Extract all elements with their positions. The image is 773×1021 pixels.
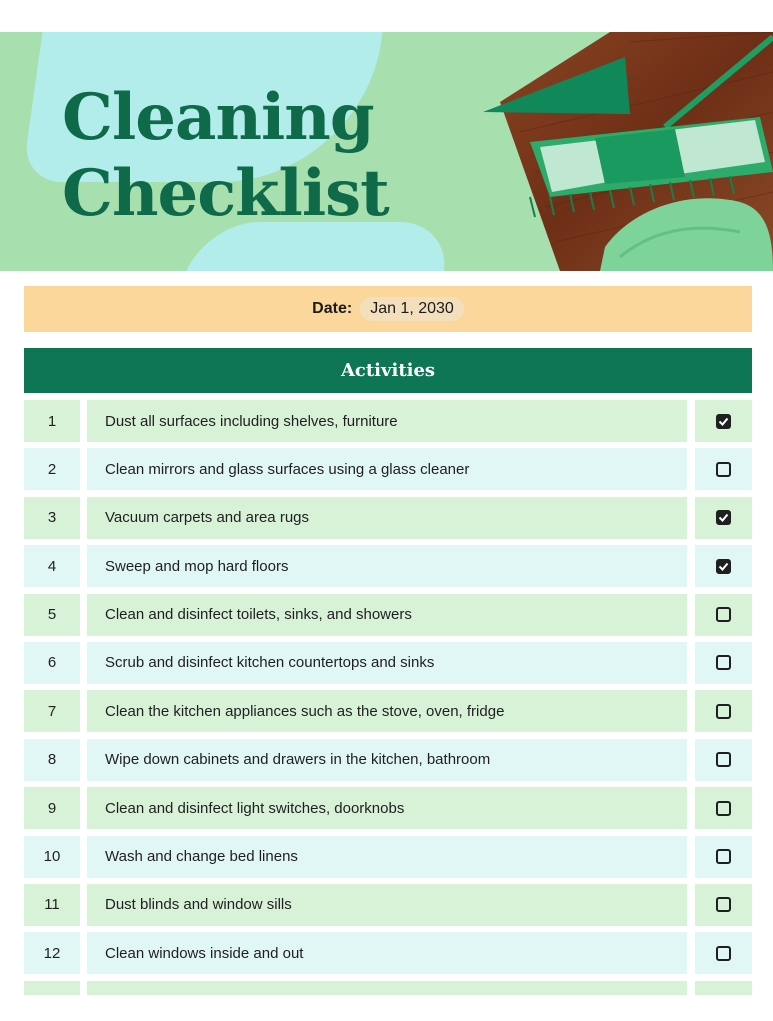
item-text: Vacuum carpets and area rugs	[87, 497, 687, 539]
checkbox-checked[interactable]	[716, 414, 731, 429]
item-number: 4	[24, 545, 80, 587]
item-text: Clean the kitchen appliances such as the stove, oven, fridge	[87, 690, 687, 732]
date-label: Date:	[312, 300, 353, 317]
checkbox-unchecked[interactable]	[716, 704, 731, 719]
checkbox-cell	[695, 836, 752, 878]
activities-header: Activities	[24, 348, 752, 393]
checkbox-unchecked[interactable]	[716, 897, 731, 912]
checkbox-unchecked[interactable]	[716, 849, 731, 864]
item-text: Sweep and mop hard floors	[87, 545, 687, 587]
item-text: Dust all surfaces including shelves, furniture	[87, 400, 687, 442]
list-item	[24, 448, 752, 490]
date-bar	[24, 286, 752, 332]
item-text: Clean windows inside and out	[87, 932, 687, 974]
checkbox-cell	[695, 594, 752, 636]
page-title	[62, 80, 389, 232]
item-number: 11	[24, 884, 80, 926]
cut-off-row	[24, 981, 752, 995]
checkbox-checked[interactable]	[716, 510, 731, 525]
checkbox-cell	[695, 545, 752, 587]
checkbox-cell	[695, 642, 752, 684]
list-item	[24, 642, 752, 684]
checkbox-unchecked[interactable]	[716, 801, 731, 816]
item-number: 8	[24, 739, 80, 781]
checkmark-icon	[718, 416, 729, 427]
title-line-2: Checklist	[62, 156, 389, 231]
checkbox-cell	[695, 884, 752, 926]
title-line-1: Cleaning	[62, 80, 374, 155]
checkbox-cell	[695, 932, 752, 974]
checkbox-unchecked[interactable]	[716, 607, 731, 622]
item-number: 6	[24, 642, 80, 684]
list-item	[24, 932, 752, 974]
list-item	[24, 690, 752, 732]
list-item	[24, 739, 752, 781]
list-item	[24, 787, 752, 829]
checkbox-unchecked[interactable]	[716, 462, 731, 477]
checkbox-unchecked[interactable]	[716, 752, 731, 767]
checkbox-cell	[695, 497, 752, 539]
item-text: Dust blinds and window sills	[87, 884, 687, 926]
item-text: Clean and disinfect light switches, doorknobs	[87, 787, 687, 829]
item-number: 2	[24, 448, 80, 490]
checkbox-unchecked[interactable]	[716, 946, 731, 961]
checkbox-checked[interactable]	[716, 559, 731, 574]
list-item	[24, 884, 752, 926]
checkmark-icon	[718, 512, 729, 523]
checkmark-icon	[718, 561, 729, 572]
item-text: Clean mirrors and glass surfaces using a glass cleaner	[87, 448, 687, 490]
activities-list	[24, 400, 752, 981]
item-number: 10	[24, 836, 80, 878]
date-value[interactable]: Jan 1, 2030	[360, 297, 464, 321]
list-item	[24, 594, 752, 636]
item-text: Clean and disinfect toilets, sinks, and showers	[87, 594, 687, 636]
header-banner	[0, 32, 773, 271]
checkbox-cell	[695, 690, 752, 732]
list-item	[24, 497, 752, 539]
item-number: 3	[24, 497, 80, 539]
item-number: 7	[24, 690, 80, 732]
list-item	[24, 836, 752, 878]
checkbox-cell	[695, 400, 752, 442]
checkbox-cell	[695, 787, 752, 829]
item-number: 12	[24, 932, 80, 974]
item-number: 5	[24, 594, 80, 636]
checkbox-cell	[695, 448, 752, 490]
mop-photo	[480, 32, 773, 271]
list-item	[24, 400, 752, 442]
item-number: 1	[24, 400, 80, 442]
list-item	[24, 545, 752, 587]
checkbox-cell	[695, 739, 752, 781]
item-text: Wash and change bed linens	[87, 836, 687, 878]
item-number: 9	[24, 787, 80, 829]
item-text: Scrub and disinfect kitchen countertops and sinks	[87, 642, 687, 684]
checkbox-unchecked[interactable]	[716, 655, 731, 670]
item-text: Wipe down cabinets and drawers in the kitchen, bathroom	[87, 739, 687, 781]
